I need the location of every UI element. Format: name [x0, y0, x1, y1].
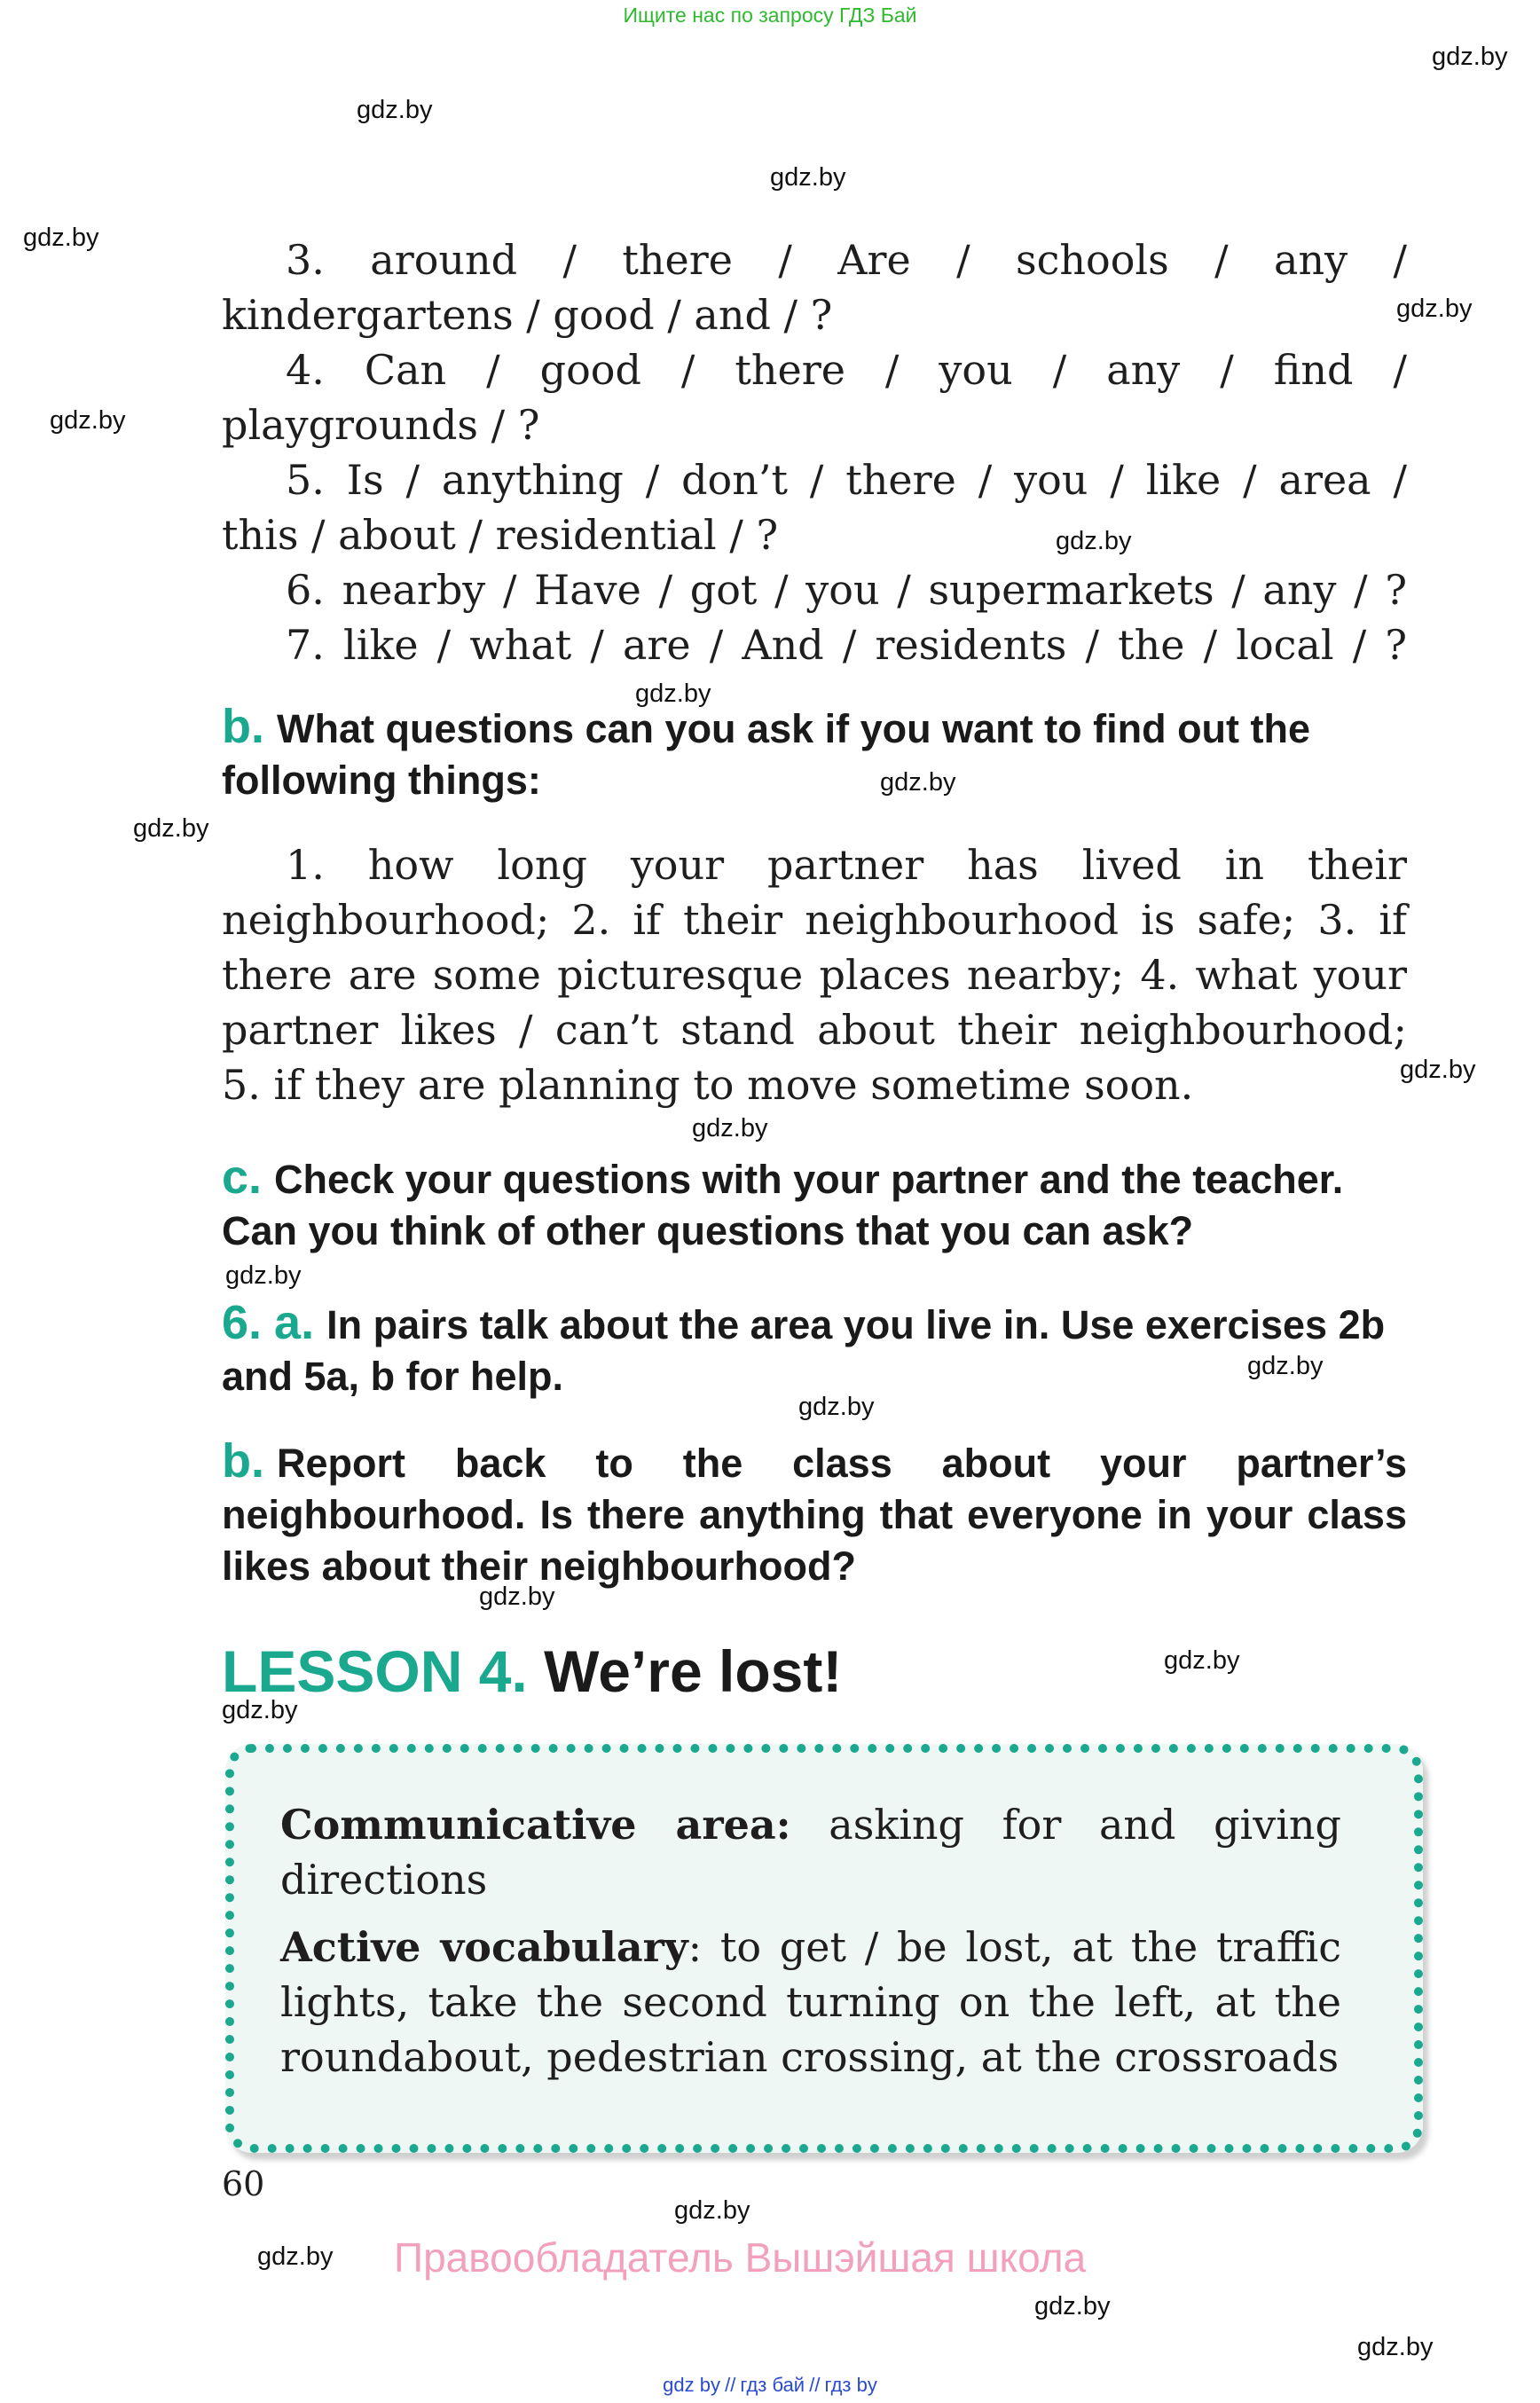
footer-separator: // [809, 2374, 821, 2396]
lesson-title: We’re lost! [544, 1638, 843, 1704]
exercise-line: 5. Is / anything / don’t / there / you / like / area / [286, 456, 1407, 504]
exercise-line: 7. like / what / are / And / residents / the / local / ? [286, 621, 1407, 669]
exercise-line: there are some picturesque places nearby; 4. what your [222, 951, 1407, 999]
watermark: gdz.by [222, 1696, 298, 1724]
lesson-number: LESSON 4. [222, 1638, 528, 1704]
watermark: gdz.by [798, 1393, 875, 1421]
watermark: gdz.by [1034, 2292, 1111, 2321]
watermark: gdz.by [479, 1582, 555, 1611]
watermark: gdz.by [1056, 527, 1132, 555]
task-instruction: In pairs talk about the area you live in. Use exercises 2b and 5a, b for help. [222, 1302, 1386, 1399]
exercise-line: 6. nearby / Have / got / you / supermarkets / any / ? [286, 566, 1407, 614]
exercise-line: this / about / residential / ? [222, 511, 779, 559]
watermark: gdz.by [880, 768, 956, 797]
communicative-area-label: Communicative area: [280, 1801, 791, 1849]
task-number: 6. [222, 1296, 263, 1349]
exercise-line: 4. Can / good / there / you / any / find / [286, 346, 1407, 394]
exercise-line: playgrounds / ? [222, 401, 540, 449]
watermark: gdz.by [225, 1261, 302, 1290]
exercise-line: partner likes / can’t stand about their neighbourhood; [222, 1006, 1407, 1054]
watermark: gdz.by [357, 96, 433, 124]
communicative-area [280, 1797, 1341, 1907]
exercise-line: 1. how long your partner has lived in their [286, 841, 1407, 889]
footer-link[interactable]: гдз by [824, 2374, 877, 2396]
task-letter: c. [222, 1150, 263, 1204]
task-letter: b. [222, 1434, 264, 1488]
watermark: gdz.by [1432, 43, 1508, 71]
watermark: gdz.by [50, 406, 126, 435]
footer-links [0, 2374, 1540, 2397]
footer-link[interactable]: gdz by [663, 2374, 720, 2396]
page-number: 60 [222, 2164, 265, 2203]
task-5c [222, 1151, 1407, 1257]
exercise-line: neighbourhood; 2. if their neighbourhood is safe; 3. if [222, 896, 1407, 944]
watermark: gdz.by [133, 814, 209, 843]
top-banner[interactable]: Ищите нас по запросу ГДЗ Бай [623, 4, 917, 27]
task-5b [222, 701, 1407, 806]
exercise-line: 3. around / there / Are / schools / any / [286, 236, 1407, 284]
task-instruction: Check your questions with your partner and the teacher. Can you think of other questions that you can ask? [222, 1157, 1344, 1253]
watermark: gdz.by [692, 1114, 768, 1143]
active-vocabulary-text: : to get / be lost, at the traffic lights, take the second turning on the left, at the roundabout, pedestrian crossing, at the crossroads [280, 1923, 1341, 2081]
task-instruction: Report back to the class about your partner’s neighbourhood. Is there anything that everyone in your class likes about their neighbourhood? [222, 1441, 1407, 1589]
task-instruction: What questions can you ask if you want to find out the following things: [222, 706, 1311, 803]
watermark: gdz.by [674, 2196, 750, 2225]
active-vocabulary [280, 1920, 1341, 2085]
exercise-line: kindergartens / good / and / ? [222, 291, 833, 339]
watermark: gdz.by [770, 163, 846, 192]
footer-link[interactable]: гдз бай [740, 2374, 805, 2396]
watermark: gdz.by [1247, 1352, 1324, 1380]
watermark: gdz.by [1164, 1646, 1240, 1675]
watermark: gdz.by [635, 679, 711, 708]
watermark: gdz.by [1400, 1056, 1476, 1084]
watermark: gdz.by [23, 224, 99, 252]
task-letter: b. [222, 700, 264, 753]
communicative-area-text: asking for and giving directions [280, 1801, 1341, 1904]
copyright-notice: Правообладатель Вышэйшая школа [394, 2234, 1087, 2281]
lesson-heading [222, 1637, 842, 1705]
active-vocabulary-label: Active vocabulary [280, 1923, 688, 1971]
task-6a [222, 1297, 1407, 1402]
watermark: gdz.by [1396, 294, 1473, 323]
task-letter: a. [274, 1296, 315, 1349]
watermark: gdz.by [1357, 2333, 1434, 2361]
exercise-line: 5. if they are planning to move sometime soon. [222, 1061, 1194, 1109]
watermark: gdz.by [257, 2242, 334, 2271]
footer-separator: // [725, 2374, 736, 2396]
task-6b [222, 1435, 1407, 1592]
